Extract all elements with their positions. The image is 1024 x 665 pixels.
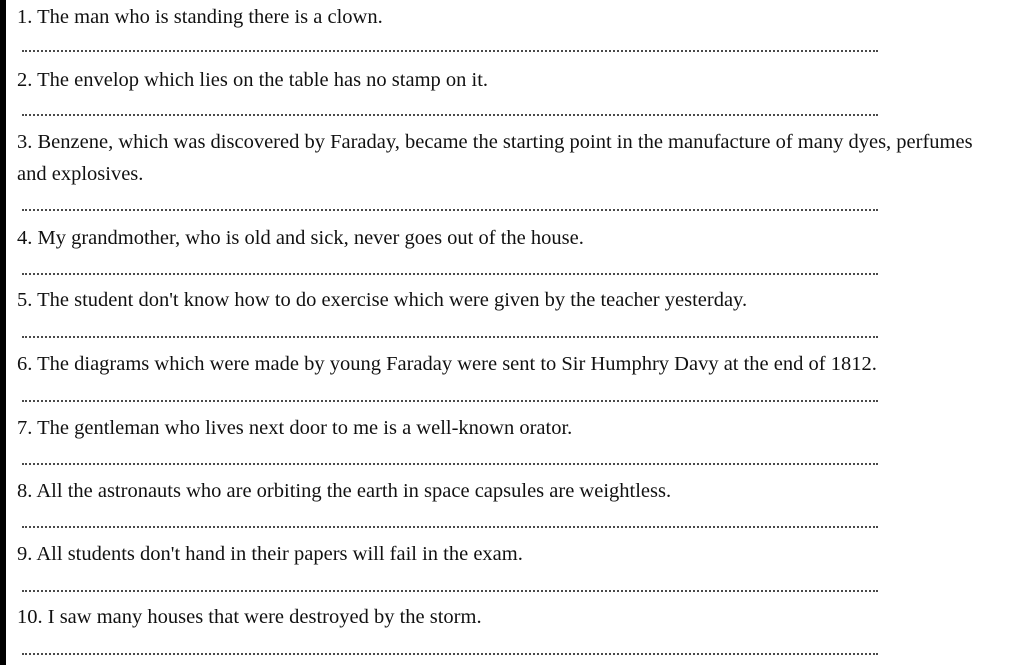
answer-line-5[interactable] <box>22 336 878 338</box>
sentence-6: 6. The diagrams which were made by young Faraday were sent to Sir Humphry Davy at the end of 1812. <box>17 353 877 375</box>
answer-line-9[interactable] <box>22 590 878 592</box>
sentence-10: 10. I saw many houses that were destroyed by the storm. <box>17 606 482 628</box>
answer-line-4[interactable] <box>22 273 878 275</box>
answer-line-6[interactable] <box>22 400 878 402</box>
sentence-7: 7. The gentleman who lives next door to me is a well-known orator. <box>17 417 573 439</box>
left-edge-bar <box>0 0 6 665</box>
sentence-2: 2. The envelop which lies on the table has no stamp on it. <box>17 69 489 91</box>
sentence-1: 1. The man who is standing there is a clown. <box>17 6 383 28</box>
answer-line-10[interactable] <box>22 653 878 655</box>
sentence-4: 4. My grandmother, who is old and sick, never goes out of the house. <box>17 227 584 249</box>
sentence-3: 3. Benzene, which was discovered by Faraday, became the starting point in the manufacture of many dyes, perfumes and explosives. <box>17 131 973 185</box>
answer-line-1[interactable] <box>22 50 878 52</box>
answer-line-7[interactable] <box>22 463 878 465</box>
sentence-5: 5. The student don't know how to do exercise which were given by the teacher yesterday. <box>17 289 748 311</box>
sentence-8: 8. All the astronauts who are orbiting the earth in space capsules are weightless. <box>17 480 672 502</box>
answer-line-2[interactable] <box>22 114 878 116</box>
answer-line-8[interactable] <box>22 526 878 528</box>
sentence-9: 9. All students don't hand in their papers will fail in the exam. <box>17 543 523 565</box>
answer-line-3[interactable] <box>22 209 878 211</box>
